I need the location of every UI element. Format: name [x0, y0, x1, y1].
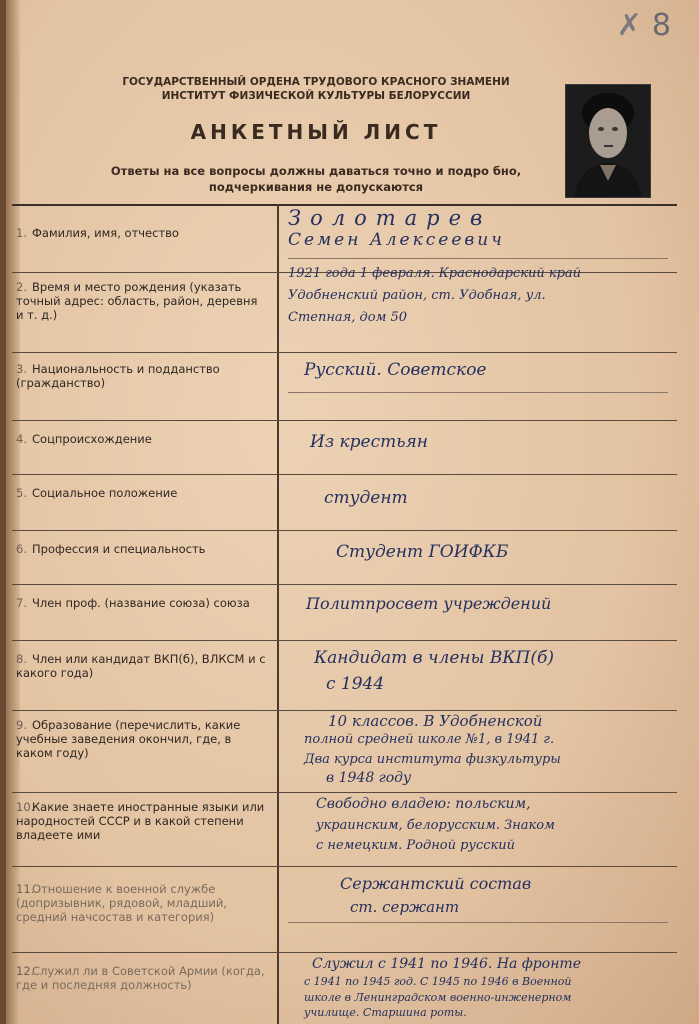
- answer-social-status: студент: [324, 488, 408, 508]
- answer-education-line-1: 10 классов. В Удобненской: [328, 712, 543, 730]
- portrait-photo: [565, 84, 651, 198]
- field-label-nationality: 3. Национальность и подданство (гражданство): [16, 362, 220, 390]
- field-label-languages: 10.Какие знаете иностранные языки или народностей СССР и в какой степени владеете ими: [16, 800, 265, 842]
- answer-rule: [288, 258, 668, 259]
- answer-military-line-2: ст. сержант: [350, 898, 460, 916]
- answer-languages-line-3: с немецким. Родной русский: [316, 838, 516, 853]
- field-label-army-service: 12.Служил ли в Советской Армии (когда, где и последняя должность): [16, 964, 265, 992]
- portrait-image: [566, 85, 650, 197]
- row-divider: [12, 710, 677, 711]
- answer-party-line-1: Кандидат в члены ВКП(б): [314, 648, 554, 668]
- field-label-origin: 4. Соцпроисхождение: [16, 432, 152, 446]
- row-divider: [12, 866, 677, 867]
- answer-education-line-3: Два курса института физкультуры: [304, 752, 561, 767]
- instruction-line-1: Ответы на все вопросы должны даваться точно и подро бно,: [110, 164, 522, 178]
- row-divider: [12, 640, 677, 641]
- answer-surname: Золотарев: [288, 206, 492, 230]
- answer-rule: [288, 392, 668, 393]
- answer-army-line-4: училище. Старшина роты.: [304, 1006, 467, 1019]
- answer-army-line-1: Служил с 1941 по 1946. На фронте: [312, 956, 581, 972]
- answer-army-line-2: с 1941 по 1945 год. С 1945 по 1946 в Военной: [304, 975, 572, 988]
- row-divider: [12, 584, 677, 585]
- field-label-education: 9. Образование (перечислить, какие учебные заведения окончил, где, в каком году): [16, 718, 241, 760]
- archive-number: ✗8: [616, 8, 681, 43]
- field-label-trade-union: 7. Член проф. (название союза) союза: [16, 596, 250, 610]
- answer-origin: Из крестьян: [310, 432, 428, 452]
- row-divider: [12, 952, 677, 953]
- field-label-social-status: 5. Социальное положение: [16, 486, 178, 500]
- row-divider: [12, 420, 677, 421]
- field-label-profession: 6. Профессия и специальность: [16, 542, 206, 556]
- answer-languages-line-2: украинским, белорусским. Знаком: [316, 818, 555, 833]
- field-label-military-status: 11.Отношение к военной службе (допризывник, рядовой, младший, средний начсостав и категория): [16, 882, 227, 924]
- field-label-party: 8. Член или кандидат ВКП(б), ВЛКСМ и с какого года): [16, 652, 266, 680]
- answer-birth-line-1: 1921 года 1 февраля. Краснодарский край: [288, 266, 582, 281]
- questionnaire-page: [6, 0, 699, 1024]
- instruction-line-2: подчеркивания не допускаются: [208, 180, 424, 194]
- answer-party-line-2: с 1944: [326, 674, 385, 694]
- answer-military-line-1: Сержантский состав: [340, 874, 532, 893]
- row-divider: [12, 352, 677, 353]
- answer-name-patronymic: Семен Алексеевич: [288, 230, 505, 250]
- institution-line-2: ИНСТИТУТ ФИЗИЧЕСКОЙ КУЛЬТУРЫ БЕЛОРУССИИ: [161, 90, 471, 102]
- binding-edge: [6, 0, 20, 1024]
- form-title: АНКЕТНЫЙ ЛИСТ: [190, 120, 442, 144]
- answer-education-line-4: в 1948 году: [326, 770, 412, 786]
- institution-line-1: ГОСУДАРСТВЕННЫЙ ОРДЕНА ТРУДОВОГО КРАСНОГО ЗНАМЕНИ: [122, 76, 510, 88]
- answer-nationality: Русский. Советское: [304, 360, 487, 380]
- row-divider: [12, 474, 677, 475]
- field-label-birth: 2. Время и место рождения (указать точный адрес: область, район, деревня и т. д.): [16, 280, 258, 322]
- column-divider: [277, 204, 279, 1024]
- answer-birth-line-2: Удобненский район, ст. Удобная, ул.: [288, 288, 546, 303]
- answer-trade-union: Политпросвет учреждений: [306, 594, 552, 613]
- row-divider: [12, 530, 677, 531]
- answer-birth-line-3: Степная, дом 50: [288, 310, 408, 325]
- archive-mark: ✗: [616, 8, 652, 43]
- answer-languages-line-1: Свободно владею: польским,: [316, 796, 531, 812]
- field-label-full-name: 1. Фамилия, имя, отчество: [16, 226, 179, 240]
- answer-army-line-3: школе в Ленинградском военно-инженерном: [304, 991, 572, 1004]
- answer-profession: Студент ГОИФКБ: [336, 542, 509, 562]
- row-divider: [12, 792, 677, 793]
- answer-education-line-2: полной средней школе №1, в 1941 г.: [304, 732, 555, 747]
- answer-rule: [288, 922, 668, 923]
